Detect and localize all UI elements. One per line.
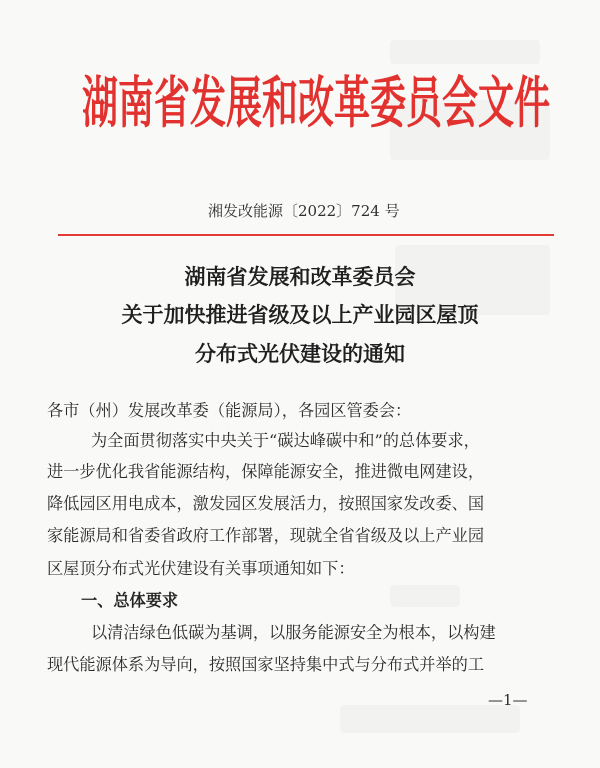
- paragraph-2-line-1: 以清洁绿色低碳为基调，以服务能源安全为根本，以构建: [91, 623, 496, 642]
- issuer-header-title: 湖南省发展和改革委员会文件: [82, 72, 551, 136]
- notice-title-line-1: 湖南省发展和改革委员会: [184, 265, 416, 289]
- section-1-heading: 一、总体要求: [81, 591, 179, 610]
- page-number: —1—: [488, 691, 528, 709]
- paragraph-1-line-4: 家能源局和省委省政府工作部署，现就全省省级及以上产业园: [47, 526, 485, 545]
- document-number: 湘发改能源〔2022〕724 号: [208, 202, 400, 220]
- red-separator-rule: [58, 234, 554, 236]
- paragraph-1-line-2: 进一步优化我省能源结构，保障能源安全，推进微电网建设，: [47, 462, 485, 481]
- paragraph-2-line-2: 现代能源体系为导向，按照国家坚持集中式与分布式并举的工: [47, 655, 485, 674]
- paragraph-1-line-1: 为全面贯彻落实中央关于“碳达峰碳中和”的总体要求，: [91, 431, 480, 450]
- scan-shadow: [390, 585, 460, 607]
- notice-title-line-2: 关于加快推进省级及以上产业园区屋顶: [121, 303, 479, 327]
- notice-title-line-3: 分布式光伏建设的通知: [195, 342, 405, 366]
- salutation: 各市（州）发展改革委（能源局），各园区管委会：: [47, 401, 412, 420]
- paragraph-1-line-3: 降低园区用电成本，激发园区发展活力，按照国家发改委、国: [47, 494, 485, 513]
- paragraph-1-line-5: 区屋顶分布式光伏建设有关事项通知如下：: [47, 559, 355, 578]
